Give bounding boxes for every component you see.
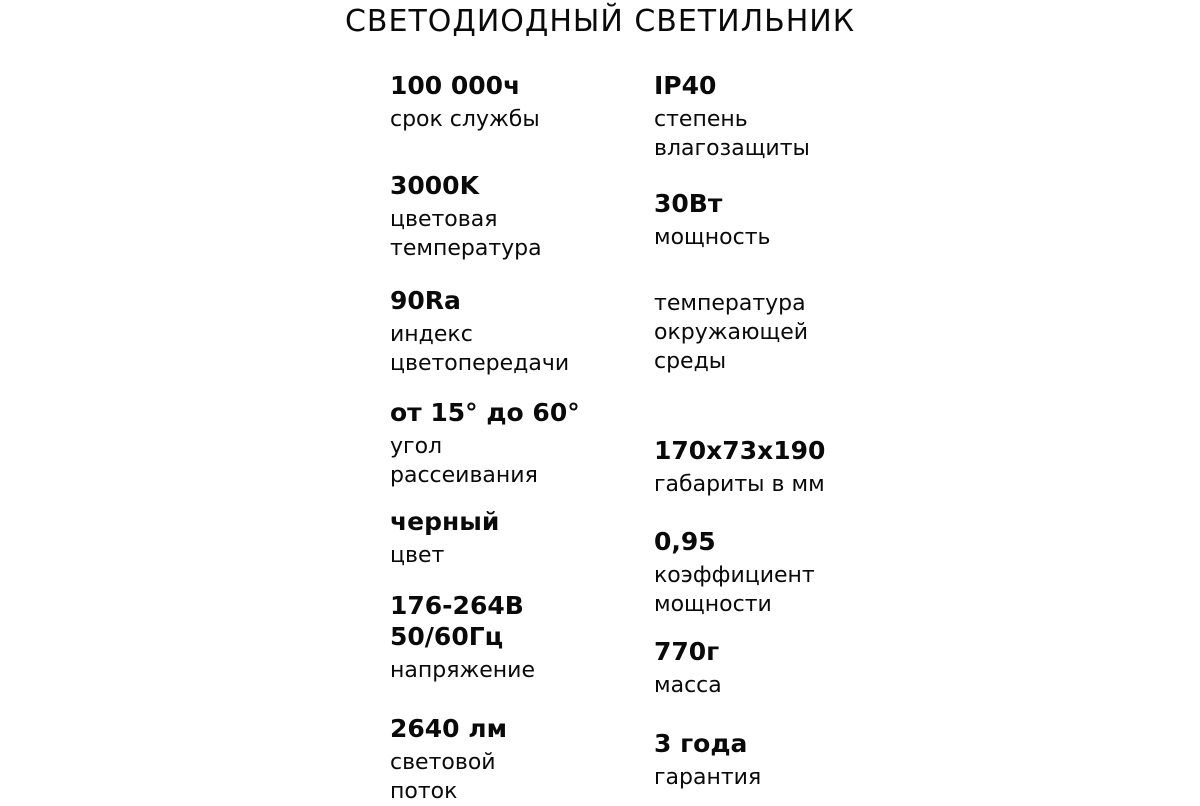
spec-value: 100 000ч xyxy=(390,71,521,100)
spec-value: IP40 xyxy=(654,71,717,100)
spec-dimensions xyxy=(654,435,825,499)
spec-value: 3 года xyxy=(654,729,748,758)
spec-label: габариты в мм xyxy=(654,472,825,497)
spec-color xyxy=(390,506,499,570)
spec-value: 170x73x190 xyxy=(654,436,826,465)
spec-ambient-temperature xyxy=(654,285,808,376)
spec-cri xyxy=(390,285,569,378)
spec-value: от 15° до 60° xyxy=(390,398,580,427)
page-title: СВЕТОДИОДНЫЙ СВЕТИЛЬНИК xyxy=(344,4,856,39)
spec-value: 176-264В 50/60Гц xyxy=(390,591,524,651)
spec-power-factor xyxy=(654,526,815,619)
spec-label: температура окружающей среды xyxy=(654,291,809,374)
spec-value: 2640 лм xyxy=(390,714,508,743)
spec-label: срок службы xyxy=(390,107,540,132)
spec-value: черный xyxy=(390,507,500,536)
spec-voltage xyxy=(390,590,535,685)
spec-label: гарантия xyxy=(654,765,762,790)
spec-label: световой поток xyxy=(390,750,496,804)
spec-label: индекс цветопередачи xyxy=(390,322,570,376)
spec-power xyxy=(654,188,771,252)
spec-label: напряжение xyxy=(390,658,536,683)
spec-value: 3000K xyxy=(390,171,479,200)
spec-value: 30Вт xyxy=(654,189,723,218)
spec-ip-rating xyxy=(654,70,810,163)
spec-label: степень влагозащиты xyxy=(654,107,810,161)
spec-lifetime xyxy=(390,70,540,134)
spec-beam-angle xyxy=(390,397,580,490)
spec-value: 90Ra xyxy=(390,286,461,315)
spec-label: мощность xyxy=(654,225,771,250)
spec-label: коэффициент мощности xyxy=(654,563,815,617)
spec-label: цвет xyxy=(390,543,445,568)
spec-color-temperature xyxy=(390,170,542,263)
spec-label: угол рассеивания xyxy=(390,434,538,488)
spec-warranty xyxy=(654,728,761,792)
spec-weight xyxy=(654,636,722,700)
spec-value: 0,95 xyxy=(654,527,716,556)
spec-label: цветовая температура xyxy=(390,207,542,261)
spec-luminous-flux xyxy=(390,713,507,806)
spec-value: 770г xyxy=(654,637,720,666)
spec-label: масса xyxy=(654,673,722,698)
